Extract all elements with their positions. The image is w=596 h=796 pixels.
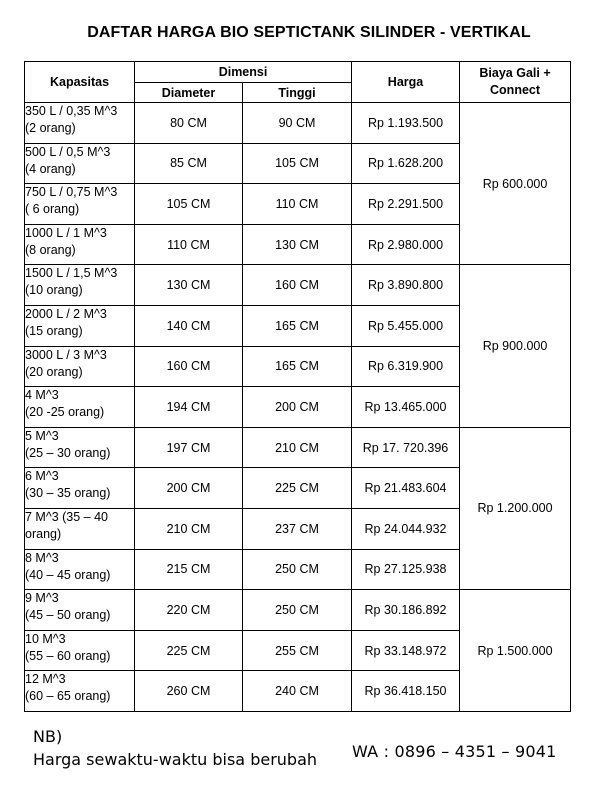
harga-cell: Rp 3.890.800 bbox=[352, 265, 460, 306]
harga-cell: Rp 2.291.500 bbox=[352, 184, 460, 225]
capacity-cell: 350 L / 0,35 M^3 (2 orang) bbox=[25, 103, 135, 144]
tinggi-cell: 165 CM bbox=[243, 305, 352, 346]
tinggi-cell: 210 CM bbox=[243, 427, 352, 468]
harga-cell: Rp 17. 720.396 bbox=[352, 427, 460, 468]
biaya-gali-cell: Rp 1.200.000 bbox=[460, 427, 571, 589]
capacity-cell: 7 M^3 (35 – 40 orang) bbox=[25, 508, 135, 549]
harga-cell: Rp 27.125.938 bbox=[352, 549, 460, 590]
tinggi-cell: 160 CM bbox=[243, 265, 352, 306]
note-label: NB) bbox=[33, 727, 63, 746]
diameter-cell: 225 CM bbox=[135, 630, 243, 671]
tinggi-cell: 165 CM bbox=[243, 346, 352, 387]
capacity-cell: 4 M^3 (20 -25 orang) bbox=[25, 387, 135, 428]
capacity-cell: 12 M^3 (60 – 65 orang) bbox=[25, 671, 135, 712]
diameter-cell: 220 CM bbox=[135, 590, 243, 631]
capacity-cell: 500 L / 0,5 M^3 (4 orang) bbox=[25, 143, 135, 184]
harga-cell: Rp 5.455.000 bbox=[352, 305, 460, 346]
diameter-cell: 140 CM bbox=[135, 305, 243, 346]
diameter-cell: 80 CM bbox=[135, 103, 243, 144]
diameter-cell: 260 CM bbox=[135, 671, 243, 712]
harga-cell: Rp 6.319.900 bbox=[352, 346, 460, 387]
diameter-cell: 110 CM bbox=[135, 224, 243, 265]
tinggi-cell: 255 CM bbox=[243, 630, 352, 671]
biaya-gali-cell: Rp 900.000 bbox=[460, 265, 571, 427]
capacity-cell: 3000 L / 3 M^3 (20 orang) bbox=[25, 346, 135, 387]
tinggi-cell: 105 CM bbox=[243, 143, 352, 184]
capacity-cell: 750 L / 0,75 M^3 ( 6 orang) bbox=[25, 184, 135, 225]
capacity-cell: 10 M^3 (55 – 60 orang) bbox=[25, 630, 135, 671]
harga-cell: Rp 1.193.500 bbox=[352, 103, 460, 144]
tinggi-cell: 250 CM bbox=[243, 549, 352, 590]
tinggi-cell: 237 CM bbox=[243, 508, 352, 549]
harga-cell: Rp 13.465.000 bbox=[352, 387, 460, 428]
harga-cell: Rp 36.418.150 bbox=[352, 671, 460, 712]
tinggi-cell: 250 CM bbox=[243, 590, 352, 631]
harga-cell: Rp 1.628.200 bbox=[352, 143, 460, 184]
whatsapp-contact: WA : 0896 – 4351 – 9041 bbox=[352, 742, 557, 761]
diameter-cell: 210 CM bbox=[135, 508, 243, 549]
table-row bbox=[25, 265, 571, 306]
harga-cell: Rp 24.044.932 bbox=[352, 508, 460, 549]
diameter-cell: 215 CM bbox=[135, 549, 243, 590]
harga-cell: Rp 30.186.892 bbox=[352, 590, 460, 631]
table-row bbox=[25, 590, 571, 631]
diameter-cell: 200 CM bbox=[135, 468, 243, 509]
tinggi-cell: 90 CM bbox=[243, 103, 352, 144]
diameter-cell: 85 CM bbox=[135, 143, 243, 184]
tinggi-cell: 240 CM bbox=[243, 671, 352, 712]
tinggi-cell: 200 CM bbox=[243, 387, 352, 428]
table-row bbox=[25, 103, 571, 144]
harga-cell: Rp 2.980.000 bbox=[352, 224, 460, 265]
header-kapasitas: Kapasitas bbox=[25, 62, 135, 103]
diameter-cell: 105 CM bbox=[135, 184, 243, 225]
page-title: DAFTAR HARGA BIO SEPTICTANK SILINDER - VERTIKAL bbox=[87, 24, 531, 41]
diameter-cell: 197 CM bbox=[135, 427, 243, 468]
diameter-cell: 194 CM bbox=[135, 387, 243, 428]
header-harga: Harga bbox=[352, 62, 460, 103]
biaya-gali-cell: Rp 600.000 bbox=[460, 103, 571, 265]
note-text: Harga sewaktu-waktu bisa berubah bbox=[33, 750, 318, 769]
price-table bbox=[24, 61, 571, 712]
header-tinggi: Tinggi bbox=[243, 83, 352, 103]
table-row bbox=[25, 427, 571, 468]
tinggi-cell: 225 CM bbox=[243, 468, 352, 509]
header-dimensi: Dimensi bbox=[135, 62, 352, 83]
capacity-cell: 8 M^3 (40 – 45 orang) bbox=[25, 549, 135, 590]
capacity-cell: 1500 L / 1,5 M^3 (10 orang) bbox=[25, 265, 135, 306]
header-diameter: Diameter bbox=[135, 83, 243, 103]
capacity-cell: 9 M^3 (45 – 50 orang) bbox=[25, 590, 135, 631]
tinggi-cell: 110 CM bbox=[243, 184, 352, 225]
capacity-cell: 1000 L / 1 M^3 (8 orang) bbox=[25, 224, 135, 265]
capacity-cell: 5 M^3 (25 – 30 orang) bbox=[25, 427, 135, 468]
harga-cell: Rp 21.483.604 bbox=[352, 468, 460, 509]
capacity-cell: 2000 L / 2 M^3 (15 orang) bbox=[25, 305, 135, 346]
biaya-gali-cell: Rp 1.500.000 bbox=[460, 590, 571, 712]
tinggi-cell: 130 CM bbox=[243, 224, 352, 265]
harga-cell: Rp 33.148.972 bbox=[352, 630, 460, 671]
header-biaya-gali: Biaya Gali + Connect bbox=[460, 62, 571, 103]
diameter-cell: 160 CM bbox=[135, 346, 243, 387]
diameter-cell: 130 CM bbox=[135, 265, 243, 306]
capacity-cell: 6 M^3 (30 – 35 orang) bbox=[25, 468, 135, 509]
